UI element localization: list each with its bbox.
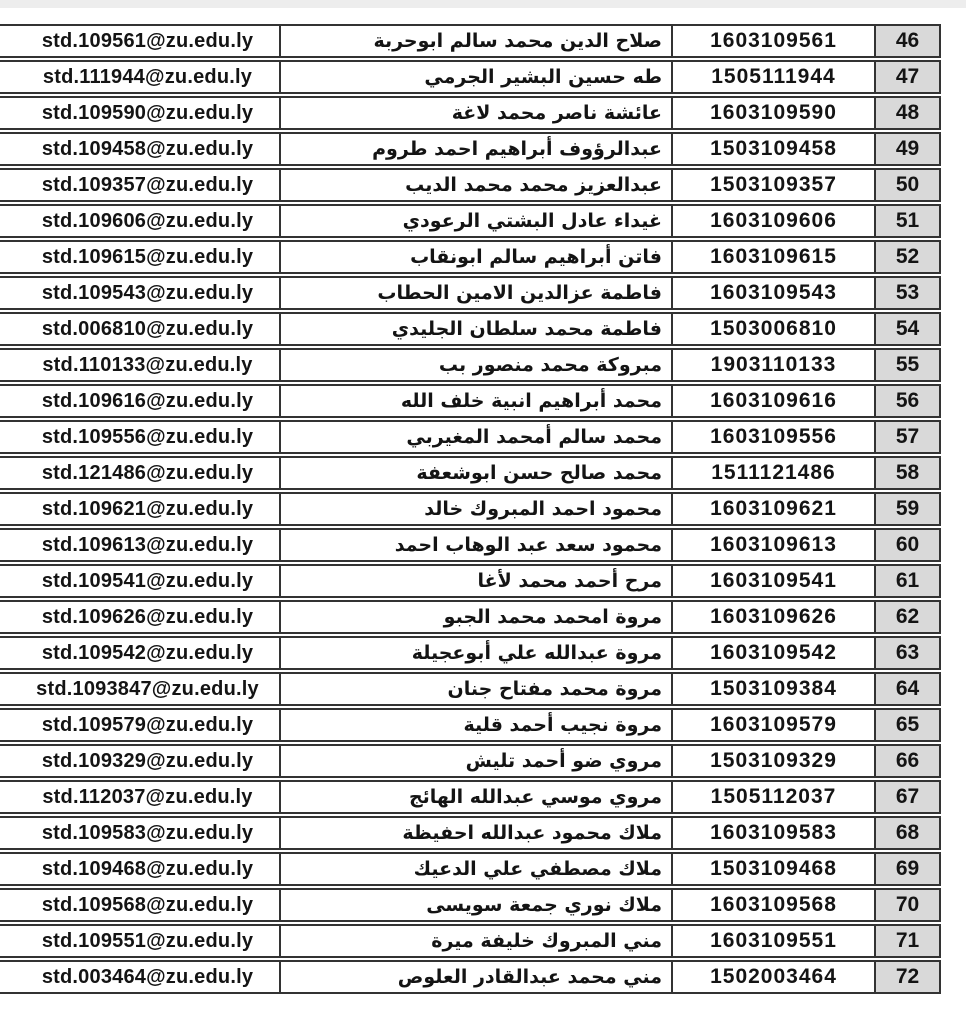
student-email-cell: std.1093847@zu.edu.ly: [0, 672, 281, 706]
row-number-cell: 66: [876, 744, 941, 778]
student-name-cell: غيداء عادل البشتي الرعودي: [281, 204, 673, 238]
student-row: [0, 132, 941, 166]
student-email-cell: std.109590@zu.edu.ly: [0, 96, 281, 130]
student-id-cell: 1603109543: [673, 276, 876, 310]
student-id-cell: 1603109551: [673, 924, 876, 958]
student-email-cell: std.109468@zu.edu.ly: [0, 852, 281, 886]
student-email-cell: std.109541@zu.edu.ly: [0, 564, 281, 598]
student-row: [0, 240, 941, 274]
student-row: [0, 492, 941, 526]
student-row: [0, 852, 941, 886]
student-email-cell: std.109583@zu.edu.ly: [0, 816, 281, 850]
student-name-cell: عبدالعزيز محمد محمد الديب: [281, 168, 673, 202]
student-id-cell: 1603109621: [673, 492, 876, 526]
student-email-cell: std.003464@zu.edu.ly: [0, 960, 281, 994]
student-row: [0, 960, 941, 994]
row-number-cell: 70: [876, 888, 941, 922]
student-id-cell: 1603109590: [673, 96, 876, 130]
student-row: [0, 744, 941, 778]
student-id-cell: 1603109615: [673, 240, 876, 274]
row-number-cell: 47: [876, 60, 941, 94]
student-email-cell: std.109621@zu.edu.ly: [0, 492, 281, 526]
student-row: [0, 564, 941, 598]
student-row: [0, 204, 941, 238]
row-number-cell: 61: [876, 564, 941, 598]
row-number-cell: 65: [876, 708, 941, 742]
student-name-cell: فاتن أبراهيم سالم ابونقاب: [281, 240, 673, 274]
student-name-cell: محمد صالح حسن ابوشعفة: [281, 456, 673, 490]
student-email-cell: std.109616@zu.edu.ly: [0, 384, 281, 418]
student-email-cell: std.109551@zu.edu.ly: [0, 924, 281, 958]
student-name-cell: ملاك محمود عبدالله احفيظة: [281, 816, 673, 850]
student-id-cell: 1603109542: [673, 636, 876, 670]
student-name-cell: فاطمة محمد سلطان الجليدي: [281, 312, 673, 346]
row-number-cell: 46: [876, 24, 941, 58]
row-number-cell: 63: [876, 636, 941, 670]
student-email-cell: std.109561@zu.edu.ly: [0, 24, 281, 58]
student-name-cell: فاطمة عزالدين الامين الحطاب: [281, 276, 673, 310]
student-name-cell: مروة عبدالله علي أبوعجيلة: [281, 636, 673, 670]
student-email-cell: std.121486@zu.edu.ly: [0, 456, 281, 490]
students-table-body: [0, 24, 941, 994]
row-number-cell: 67: [876, 780, 941, 814]
student-row: [0, 384, 941, 418]
student-email-cell: std.109357@zu.edu.ly: [0, 168, 281, 202]
student-id-cell: 1503109384: [673, 672, 876, 706]
student-row: [0, 924, 941, 958]
row-number-cell: 51: [876, 204, 941, 238]
student-row: [0, 420, 941, 454]
student-email-cell: std.109458@zu.edu.ly: [0, 132, 281, 166]
student-email-cell: std.109626@zu.edu.ly: [0, 600, 281, 634]
student-email-cell: std.109606@zu.edu.ly: [0, 204, 281, 238]
student-name-cell: مني المبروك خليفة ميرة: [281, 924, 673, 958]
student-id-cell: 1603109583: [673, 816, 876, 850]
student-email-cell: std.109613@zu.edu.ly: [0, 528, 281, 562]
row-number-cell: 59: [876, 492, 941, 526]
row-number-cell: 53: [876, 276, 941, 310]
student-row: [0, 636, 941, 670]
student-row: [0, 600, 941, 634]
student-id-cell: 1603109541: [673, 564, 876, 598]
row-number-cell: 54: [876, 312, 941, 346]
page-top-edge-strip: [0, 0, 966, 8]
student-row: [0, 708, 941, 742]
student-row: [0, 816, 941, 850]
student-name-cell: صلاح الدين محمد سالم ابوحربة: [281, 24, 673, 58]
student-name-cell: محمد سالم أمحمد المغيربي: [281, 420, 673, 454]
student-row: [0, 348, 941, 382]
student-email-cell: std.109568@zu.edu.ly: [0, 888, 281, 922]
row-number-cell: 57: [876, 420, 941, 454]
row-number-cell: 56: [876, 384, 941, 418]
student-name-cell: محمود احمد المبروك خالد: [281, 492, 673, 526]
student-id-cell: 1503006810: [673, 312, 876, 346]
student-row: [0, 60, 941, 94]
student-name-cell: طه حسين البشير الجرمي: [281, 60, 673, 94]
student-id-cell: 1503109468: [673, 852, 876, 886]
student-row: [0, 312, 941, 346]
student-id-cell: 1603109613: [673, 528, 876, 562]
row-number-cell: 52: [876, 240, 941, 274]
student-id-cell: 1603109616: [673, 384, 876, 418]
student-id-cell: 1502003464: [673, 960, 876, 994]
student-name-cell: ملاك نوري جمعة سويسى: [281, 888, 673, 922]
student-email-cell: std.006810@zu.edu.ly: [0, 312, 281, 346]
row-number-cell: 48: [876, 96, 941, 130]
row-number-cell: 71: [876, 924, 941, 958]
row-number-cell: 49: [876, 132, 941, 166]
row-number-cell: 64: [876, 672, 941, 706]
student-id-cell: 1505112037: [673, 780, 876, 814]
row-number-cell: 55: [876, 348, 941, 382]
row-number-cell: 50: [876, 168, 941, 202]
student-id-cell: 1503109329: [673, 744, 876, 778]
student-name-cell: مني محمد عبدالقادر العلوص: [281, 960, 673, 994]
student-email-cell: std.109556@zu.edu.ly: [0, 420, 281, 454]
student-id-cell: 1603109579: [673, 708, 876, 742]
student-id-cell: 1503109357: [673, 168, 876, 202]
row-number-cell: 69: [876, 852, 941, 886]
students-table: [0, 22, 941, 996]
student-email-cell: std.109579@zu.edu.ly: [0, 708, 281, 742]
row-number-cell: 72: [876, 960, 941, 994]
row-number-cell: 58: [876, 456, 941, 490]
student-email-cell: std.112037@zu.edu.ly: [0, 780, 281, 814]
student-row: [0, 672, 941, 706]
student-name-cell: ملاك مصطفي علي الدعيك: [281, 852, 673, 886]
student-name-cell: مبروكة محمد منصور بب: [281, 348, 673, 382]
student-email-cell: std.109615@zu.edu.ly: [0, 240, 281, 274]
student-id-cell: 1603109568: [673, 888, 876, 922]
row-number-cell: 60: [876, 528, 941, 562]
student-row: [0, 888, 941, 922]
student-name-cell: مروة نجيب أحمد قلية: [281, 708, 673, 742]
student-name-cell: محمود سعد عبد الوهاب احمد: [281, 528, 673, 562]
student-email-cell: std.109329@zu.edu.ly: [0, 744, 281, 778]
student-name-cell: مرح أحمد محمد لأغا: [281, 564, 673, 598]
student-id-cell: 1603109626: [673, 600, 876, 634]
student-name-cell: مروي موسي عبدالله الهائج: [281, 780, 673, 814]
student-name-cell: عائشة ناصر محمد لاغة: [281, 96, 673, 130]
student-name-cell: مروة محمد مفتاح جنان: [281, 672, 673, 706]
row-number-cell: 68: [876, 816, 941, 850]
student-id-cell: 1603109561: [673, 24, 876, 58]
student-email-cell: std.109543@zu.edu.ly: [0, 276, 281, 310]
student-row: [0, 96, 941, 130]
student-id-cell: 1603109556: [673, 420, 876, 454]
student-id-cell: 1511121486: [673, 456, 876, 490]
student-row: [0, 780, 941, 814]
student-name-cell: مروة امحمد محمد الجبو: [281, 600, 673, 634]
student-row: [0, 24, 941, 58]
student-name-cell: عبدالرؤوف أبراهيم احمد طروم: [281, 132, 673, 166]
student-name-cell: محمد أبراهيم انبية خلف الله: [281, 384, 673, 418]
student-id-cell: 1503109458: [673, 132, 876, 166]
student-id-cell: 1603109606: [673, 204, 876, 238]
student-row: [0, 456, 941, 490]
student-id-cell: 1903110133: [673, 348, 876, 382]
student-email-cell: std.110133@zu.edu.ly: [0, 348, 281, 382]
student-email-cell: std.109542@zu.edu.ly: [0, 636, 281, 670]
student-name-cell: مروي ضو أحمد تليش: [281, 744, 673, 778]
student-row: [0, 528, 941, 562]
student-id-cell: 1505111944: [673, 60, 876, 94]
row-number-cell: 62: [876, 600, 941, 634]
student-email-cell: std.111944@zu.edu.ly: [0, 60, 281, 94]
student-row: [0, 276, 941, 310]
student-row: [0, 168, 941, 202]
